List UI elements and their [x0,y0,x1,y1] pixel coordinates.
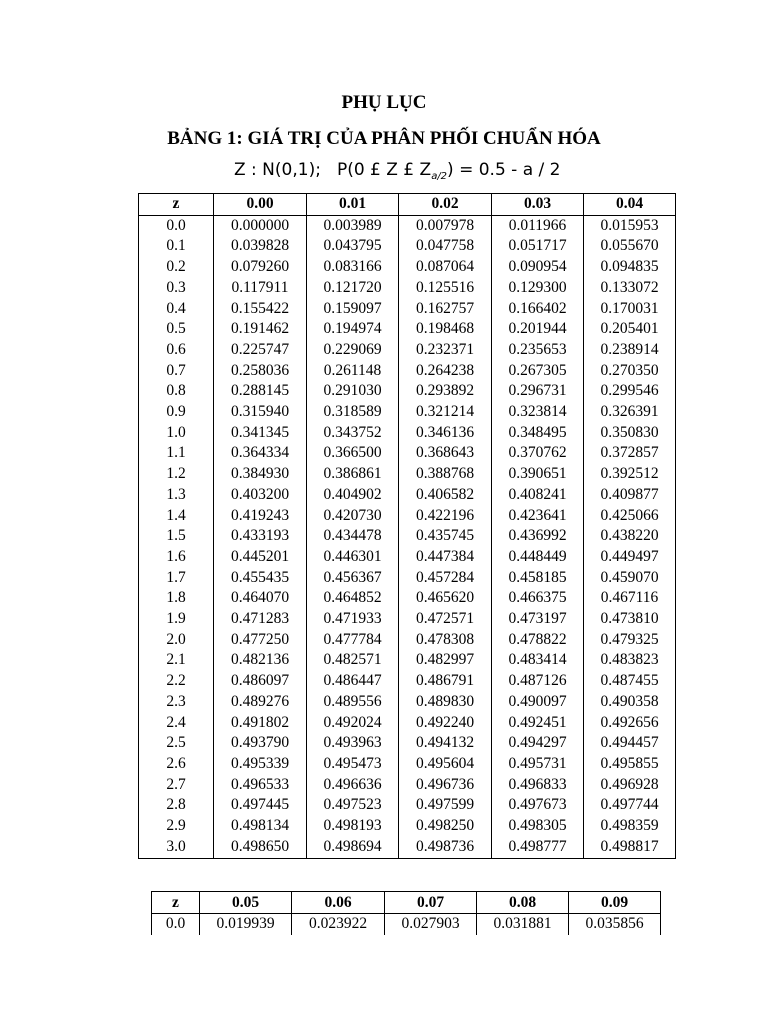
probability-cell: 0.467116 [584,588,676,609]
probability-cell: 0.498694 [307,837,399,858]
probability-cell: 0.386861 [307,464,399,485]
probability-cell: 0.019939 [200,914,292,935]
normal-table-2 [151,891,661,935]
probability-cell: 0.495604 [399,754,492,775]
probability-cell: 0.423641 [492,506,584,527]
probability-cell: 0.315940 [214,402,307,423]
probability-cell: 0.492451 [492,713,584,734]
table-row [139,319,676,340]
probability-cell: 0.495731 [492,754,584,775]
z-value-cell: 0.9 [139,402,214,423]
probability-cell: 0.471283 [214,609,307,630]
probability-cell: 0.438220 [584,526,676,547]
column-header: 0.09 [569,892,661,914]
probability-cell: 0.205401 [584,319,676,340]
z-value-cell: 2.4 [139,713,214,734]
probability-cell: 0.446301 [307,547,399,568]
probability-cell: 0.447384 [399,547,492,568]
probability-cell: 0.498650 [214,837,307,858]
formula-part-3: ) = 0.5 - a / 2 [447,160,561,180]
table-header-row [152,892,661,914]
probability-cell: 0.232371 [399,340,492,361]
probability-cell: 0.027903 [385,914,477,935]
z-column-header: z [152,892,200,914]
probability-cell: 0.000000 [214,215,307,236]
probability-cell: 0.494297 [492,733,584,754]
table-row [139,485,676,506]
z-value-cell: 3.0 [139,837,214,858]
probability-cell: 0.238914 [584,340,676,361]
probability-cell: 0.497673 [492,795,584,816]
probability-cell: 0.015953 [584,215,676,236]
probability-cell: 0.079260 [214,257,307,278]
probability-cell: 0.493963 [307,733,399,754]
probability-cell: 0.420730 [307,506,399,527]
table-row [139,443,676,464]
probability-cell: 0.384930 [214,464,307,485]
column-header: 0.01 [307,194,399,216]
probability-cell: 0.482571 [307,650,399,671]
probability-cell: 0.435745 [399,526,492,547]
probability-cell: 0.225747 [214,340,307,361]
probability-cell: 0.479325 [584,630,676,651]
table-row [139,278,676,299]
probability-cell: 0.489276 [214,692,307,713]
z-value-cell: 0.5 [139,319,214,340]
probability-cell: 0.229069 [307,340,399,361]
probability-cell: 0.459070 [584,568,676,589]
table-row [139,837,676,858]
z-value-cell: 2.5 [139,733,214,754]
probability-cell: 0.055670 [584,236,676,257]
probability-cell: 0.489556 [307,692,399,713]
probability-cell: 0.449497 [584,547,676,568]
table-row [139,754,676,775]
probability-cell: 0.326391 [584,402,676,423]
probability-cell: 0.261148 [307,361,399,382]
probability-cell: 0.159097 [307,299,399,320]
probability-cell: 0.496636 [307,775,399,796]
probability-cell: 0.235653 [492,340,584,361]
probability-cell: 0.498305 [492,816,584,837]
probability-cell: 0.191462 [214,319,307,340]
probability-cell: 0.270350 [584,361,676,382]
z-value-cell: 0.0 [139,215,214,236]
table-row [139,775,676,796]
probability-cell: 0.448449 [492,547,584,568]
probability-cell: 0.293892 [399,381,492,402]
probability-cell: 0.291030 [307,381,399,402]
probability-cell: 0.368643 [399,443,492,464]
probability-cell: 0.497445 [214,795,307,816]
probability-cell: 0.498193 [307,816,399,837]
z-value-cell: 1.9 [139,609,214,630]
probability-cell: 0.406582 [399,485,492,506]
probability-cell: 0.493790 [214,733,307,754]
table-row [139,381,676,402]
z-value-cell: 2.2 [139,671,214,692]
probability-cell: 0.166402 [492,299,584,320]
probability-cell: 0.486097 [214,671,307,692]
probability-cell: 0.094835 [584,257,676,278]
z-value-cell: 2.7 [139,775,214,796]
probability-cell: 0.494132 [399,733,492,754]
z-value-cell: 1.0 [139,423,214,444]
probability-cell: 0.477784 [307,630,399,651]
probability-cell: 0.007978 [399,215,492,236]
probability-cell: 0.498134 [214,816,307,837]
probability-cell: 0.348495 [492,423,584,444]
probability-cell: 0.492656 [584,713,676,734]
probability-cell: 0.198468 [399,319,492,340]
probability-cell: 0.495339 [214,754,307,775]
table-row [139,630,676,651]
table-row [139,361,676,382]
probability-cell: 0.487455 [584,671,676,692]
column-header: 0.03 [492,194,584,216]
probability-cell: 0.458185 [492,568,584,589]
table-row [139,526,676,547]
table-row [139,547,676,568]
probability-cell: 0.133072 [584,278,676,299]
probability-cell: 0.496533 [214,775,307,796]
appendix-heading: PHỤ LỤC [341,92,427,113]
probability-cell: 0.472571 [399,609,492,630]
probability-cell: 0.121720 [307,278,399,299]
probability-cell: 0.403200 [214,485,307,506]
table-row [139,588,676,609]
probability-cell: 0.419243 [214,506,307,527]
probability-cell: 0.047758 [399,236,492,257]
column-header: 0.04 [584,194,676,216]
probability-cell: 0.201944 [492,319,584,340]
probability-cell: 0.372857 [584,443,676,464]
table-row [139,215,676,236]
z-value-cell: 0.3 [139,278,214,299]
probability-cell: 0.487126 [492,671,584,692]
probability-cell: 0.370762 [492,443,584,464]
probability-cell: 0.170031 [584,299,676,320]
probability-cell: 0.323814 [492,402,584,423]
probability-cell: 0.350830 [584,423,676,444]
z-value-cell: 2.3 [139,692,214,713]
table-row [139,650,676,671]
probability-cell: 0.482136 [214,650,307,671]
probability-cell: 0.483823 [584,650,676,671]
probability-cell: 0.471933 [307,609,399,630]
probability-cell: 0.498359 [584,816,676,837]
table-row [139,671,676,692]
z-value-cell: 2.1 [139,650,214,671]
column-header: 0.02 [399,194,492,216]
probability-cell: 0.043795 [307,236,399,257]
table-row [139,816,676,837]
z-value-cell: 0.2 [139,257,214,278]
probability-cell: 0.496833 [492,775,584,796]
table-row [139,257,676,278]
probability-cell: 0.392512 [584,464,676,485]
z-value-cell: 1.5 [139,526,214,547]
probability-cell: 0.495855 [584,754,676,775]
table-header-row [139,194,676,216]
table-row [139,236,676,257]
table-row [139,464,676,485]
table-row [139,795,676,816]
normal-table-1 [138,193,676,859]
probability-cell: 0.492240 [399,713,492,734]
probability-cell: 0.492024 [307,713,399,734]
probability-cell: 0.496736 [399,775,492,796]
distribution-formula [234,160,560,182]
probability-cell: 0.388768 [399,464,492,485]
probability-cell: 0.498777 [492,837,584,858]
formula-part-1: Z : N(0,1); [234,160,321,180]
probability-cell: 0.011966 [492,215,584,236]
probability-cell: 0.087064 [399,257,492,278]
table-row [139,506,676,527]
probability-cell: 0.023922 [292,914,385,935]
z-value-cell: 1.6 [139,547,214,568]
z-value-cell: 1.8 [139,588,214,609]
table-row [139,299,676,320]
table-row [139,402,676,423]
probability-cell: 0.288145 [214,381,307,402]
probability-cell: 0.083166 [307,257,399,278]
probability-cell: 0.478822 [492,630,584,651]
probability-cell: 0.498817 [584,837,676,858]
table-title: BẢNG 1: GIÁ TRỊ CỦA PHÂN PHỐI CHUẨN HÓA [167,128,601,149]
formula-subscript: a/2 [431,171,448,182]
probability-cell: 0.497599 [399,795,492,816]
table-row [139,692,676,713]
probability-cell: 0.497744 [584,795,676,816]
probability-cell: 0.194974 [307,319,399,340]
probability-cell: 0.436992 [492,526,584,547]
probability-cell: 0.051717 [492,236,584,257]
z-value-cell: 0.1 [139,236,214,257]
probability-cell: 0.408241 [492,485,584,506]
column-header: 0.08 [477,892,569,914]
probability-cell: 0.497523 [307,795,399,816]
column-header: 0.06 [292,892,385,914]
table-row [139,423,676,444]
probability-cell: 0.490358 [584,692,676,713]
z-value-cell: 1.4 [139,506,214,527]
probability-cell: 0.456367 [307,568,399,589]
z-value-cell: 2.6 [139,754,214,775]
table-row [139,713,676,734]
formula-part-2: P(0 £ Z £ Z [336,160,432,180]
probability-cell: 0.457284 [399,568,492,589]
z-value-cell: 1.3 [139,485,214,506]
probability-cell: 0.478308 [399,630,492,651]
probability-cell: 0.267305 [492,361,584,382]
probability-cell: 0.162757 [399,299,492,320]
probability-cell: 0.489830 [399,692,492,713]
z-value-cell: 0.4 [139,299,214,320]
z-value-cell: 0.8 [139,381,214,402]
table-row [152,914,661,935]
probability-cell: 0.464070 [214,588,307,609]
probability-cell: 0.498736 [399,837,492,858]
z-value-cell: 2.0 [139,630,214,651]
probability-cell: 0.473810 [584,609,676,630]
probability-cell: 0.466375 [492,588,584,609]
probability-cell: 0.490097 [492,692,584,713]
probability-cell: 0.039828 [214,236,307,257]
z-value-cell: 1.2 [139,464,214,485]
probability-cell: 0.434478 [307,526,399,547]
probability-cell: 0.031881 [477,914,569,935]
z-value-cell: 1.7 [139,568,214,589]
probability-cell: 0.035856 [569,914,661,935]
probability-cell: 0.346136 [399,423,492,444]
z-value-cell: 0.6 [139,340,214,361]
probability-cell: 0.090954 [492,257,584,278]
z-column-header: z [139,194,214,216]
probability-cell: 0.465620 [399,588,492,609]
probability-cell: 0.473197 [492,609,584,630]
probability-cell: 0.003989 [307,215,399,236]
probability-cell: 0.264238 [399,361,492,382]
probability-cell: 0.425066 [584,506,676,527]
probability-cell: 0.409877 [584,485,676,506]
probability-cell: 0.129300 [492,278,584,299]
probability-cell: 0.366500 [307,443,399,464]
probability-cell: 0.155422 [214,299,307,320]
probability-cell: 0.364334 [214,443,307,464]
probability-cell: 0.318589 [307,402,399,423]
probability-cell: 0.495473 [307,754,399,775]
table-row [139,340,676,361]
probability-cell: 0.445201 [214,547,307,568]
z-value-cell: 0.7 [139,361,214,382]
probability-cell: 0.258036 [214,361,307,382]
table-row [139,568,676,589]
column-header: 0.05 [200,892,292,914]
probability-cell: 0.343752 [307,423,399,444]
probability-cell: 0.117911 [214,278,307,299]
probability-cell: 0.125516 [399,278,492,299]
z-value-cell: 1.1 [139,443,214,464]
probability-cell: 0.433193 [214,526,307,547]
probability-cell: 0.296731 [492,381,584,402]
probability-cell: 0.477250 [214,630,307,651]
probability-cell: 0.491802 [214,713,307,734]
table-row [139,733,676,754]
column-header: 0.00 [214,194,307,216]
probability-cell: 0.341345 [214,423,307,444]
probability-cell: 0.496928 [584,775,676,796]
column-header: 0.07 [385,892,477,914]
probability-cell: 0.422196 [399,506,492,527]
probability-cell: 0.299546 [584,381,676,402]
probability-cell: 0.486447 [307,671,399,692]
probability-cell: 0.390651 [492,464,584,485]
probability-cell: 0.404902 [307,485,399,506]
probability-cell: 0.455435 [214,568,307,589]
table-row [139,609,676,630]
z-value-cell: 2.9 [139,816,214,837]
probability-cell: 0.482997 [399,650,492,671]
probability-cell: 0.483414 [492,650,584,671]
probability-cell: 0.498250 [399,816,492,837]
z-value-cell: 2.8 [139,795,214,816]
z-value-cell: 0.0 [152,914,200,935]
probability-cell: 0.486791 [399,671,492,692]
probability-cell: 0.494457 [584,733,676,754]
probability-cell: 0.321214 [399,402,492,423]
probability-cell: 0.464852 [307,588,399,609]
